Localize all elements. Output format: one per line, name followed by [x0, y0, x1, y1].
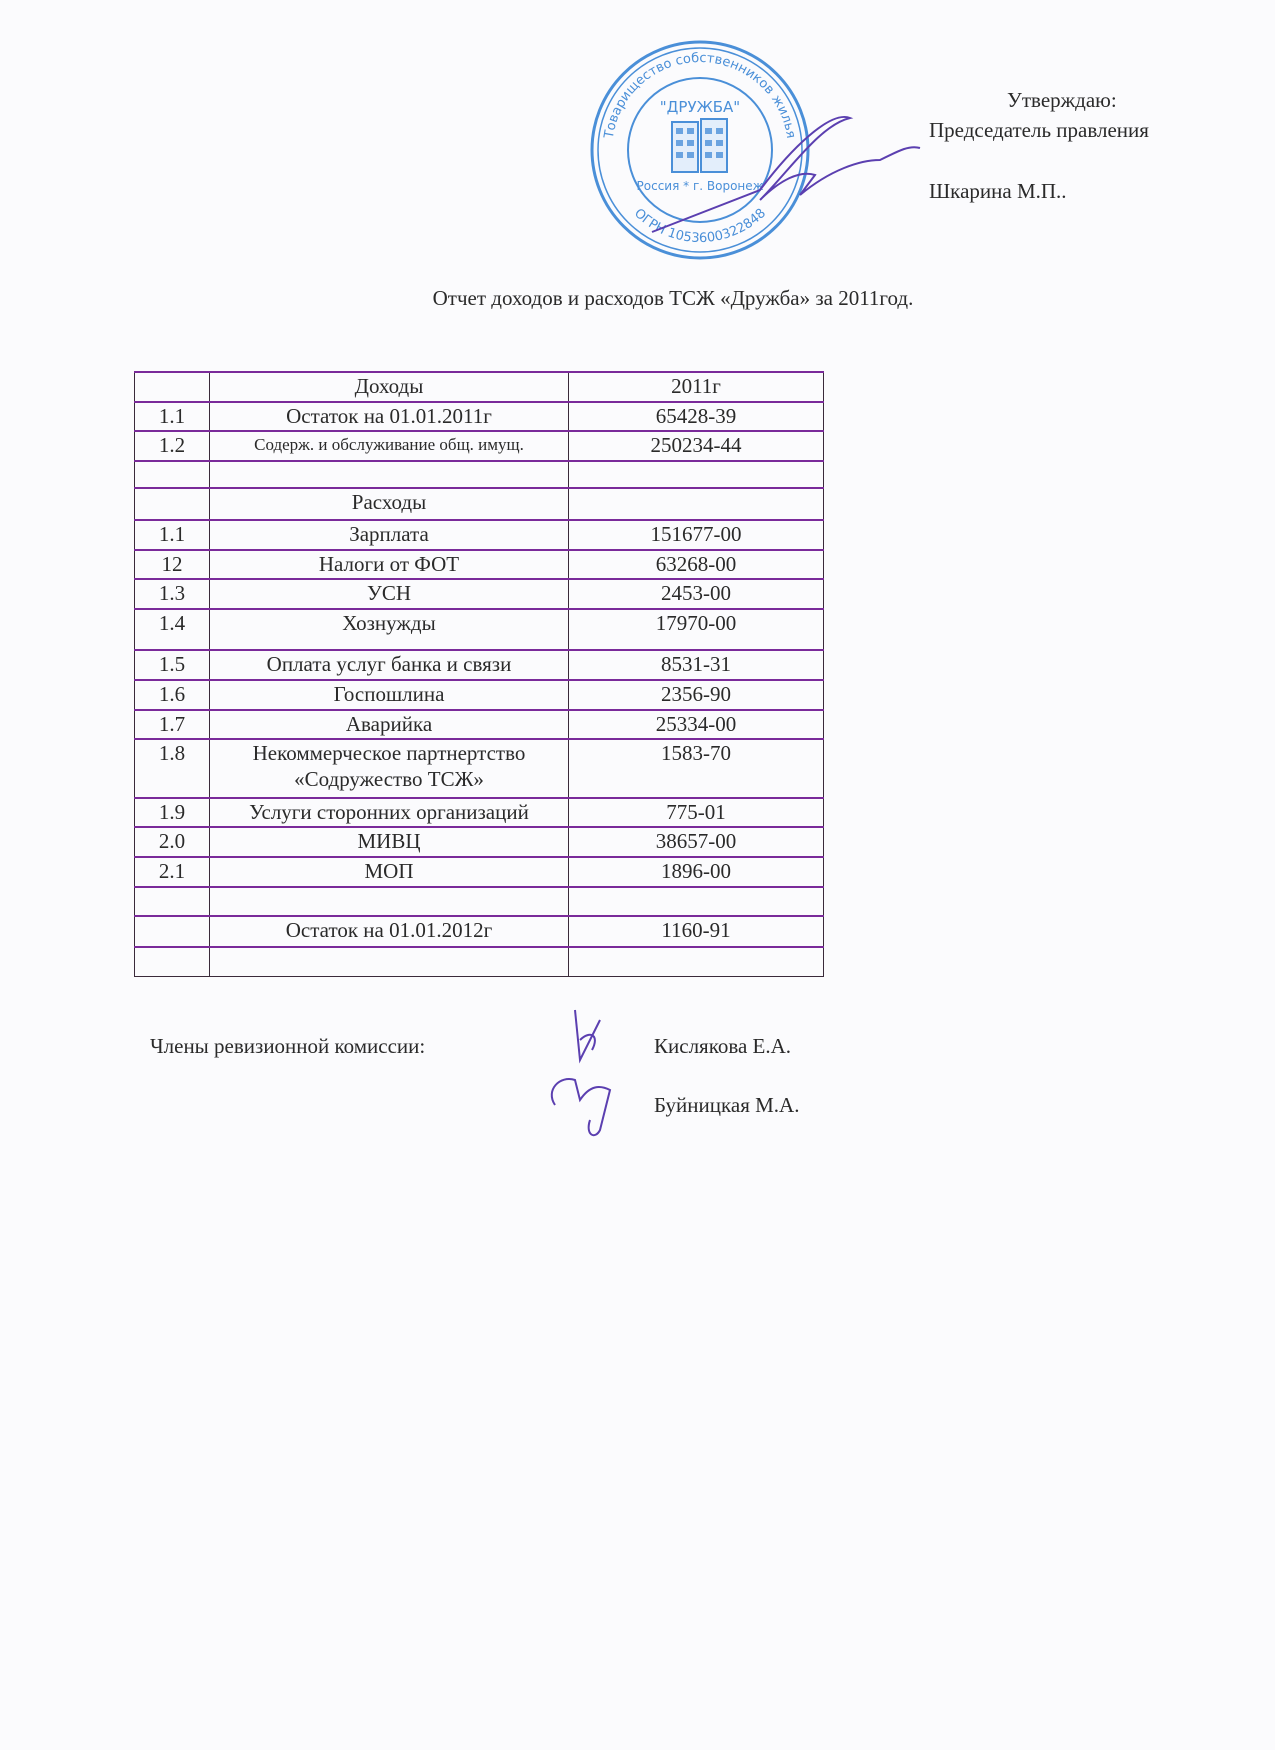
table-row: [135, 680, 824, 710]
table-row: [135, 739, 824, 798]
row-label-cell: УСН: [210, 579, 569, 609]
row-value-cell: 2011г: [569, 372, 824, 402]
row-label-cell: МИВЦ: [210, 827, 569, 857]
row-value-cell: 25334-00: [569, 710, 824, 739]
row-value-cell: [569, 887, 824, 916]
row-value-cell: 2453-00: [569, 579, 824, 609]
row-label-cell: [210, 461, 569, 488]
stamp-location: Россия * г. Воронеж: [636, 179, 764, 193]
row-value-cell: 151677-00: [569, 520, 824, 550]
row-number-cell: [135, 916, 210, 947]
row-number-cell: [135, 488, 210, 520]
row-label-cell: Остаток на 01.01.2011г: [210, 402, 569, 431]
row-value-cell: 8531-31: [569, 650, 824, 680]
row-number-cell: 1.5: [135, 650, 210, 680]
row-label-cell: Хознужды: [210, 609, 569, 650]
commission-member-2: Буйницкая М.А.: [654, 1093, 800, 1117]
table-row: [135, 827, 824, 857]
row-value-cell: 38657-00: [569, 827, 824, 857]
row-number-cell: 2.1: [135, 857, 210, 887]
row-number-cell: 1.4: [135, 609, 210, 650]
row-number-cell: [135, 372, 210, 402]
row-value-cell: 1896-00: [569, 857, 824, 887]
row-label-cell: МОП: [210, 857, 569, 887]
row-number-cell: 1.3: [135, 579, 210, 609]
table-row: [135, 550, 824, 579]
approval-name: Шкарина М.П..: [929, 179, 1067, 203]
table-row: [135, 488, 824, 520]
stamp-name: "ДРУЖБА": [659, 98, 741, 116]
row-value-cell: 2356-90: [569, 680, 824, 710]
row-number-cell: 1.9: [135, 798, 210, 827]
row-label-cell: Аварийка: [210, 710, 569, 739]
table-row: [135, 372, 824, 402]
chairman-signature: [0, 0, 1275, 300]
row-value-cell: 775-01: [569, 798, 824, 827]
row-number-cell: 1.1: [135, 520, 210, 550]
row-number-cell: 12: [135, 550, 210, 579]
commission-signatures: [0, 990, 1275, 1150]
row-label-cell: [210, 947, 569, 976]
row-label-cell: Оплата услуг банка и связи: [210, 650, 569, 680]
stamp-ogrn: ОГРН 1053600322848: [630, 205, 770, 247]
row-value-cell: 65428-39: [569, 402, 824, 431]
row-label-cell: Госпошлина: [210, 680, 569, 710]
table-row: [135, 402, 824, 431]
row-number-cell: [135, 461, 210, 488]
row-label-cell: [210, 887, 569, 916]
row-label-cell: Остаток на 01.01.2012г: [210, 916, 569, 947]
table-row: [135, 798, 824, 827]
table-row: [135, 431, 824, 461]
row-number-cell: [135, 887, 210, 916]
table-row: [135, 579, 824, 609]
row-value-cell: 63268-00: [569, 550, 824, 579]
table-row: [135, 650, 824, 680]
table-row: [135, 461, 824, 488]
commission-member-1: Кислякова Е.А.: [654, 1034, 792, 1058]
row-value-cell: 17970-00: [569, 609, 824, 650]
table-row: [135, 520, 824, 550]
row-number-cell: [135, 947, 210, 976]
row-label-cell: Зарплата: [210, 520, 569, 550]
row-number-cell: 1.2: [135, 431, 210, 461]
table-row: [135, 887, 824, 916]
row-label-cell: Некоммерческое партнертство «Содружество ТСЖ»: [210, 739, 569, 798]
document-title: Отчет доходов и расходов ТСЖ «Дружба» за 2011год.: [432, 286, 914, 310]
row-label-cell: Услуги сторонних организаций: [210, 798, 569, 827]
commission-label: Члены ревизионной комиссии:: [150, 1034, 426, 1058]
row-label-cell: Налоги от ФОТ: [210, 550, 569, 579]
table-row: [135, 916, 824, 947]
approval-line-1: Утверждаю:: [1007, 88, 1117, 112]
row-number-cell: 1.8: [135, 739, 210, 798]
row-number-cell: 1.7: [135, 710, 210, 739]
row-label-cell: Содерж. и обслуживание общ. имущ.: [210, 431, 569, 461]
table-row: [135, 947, 824, 976]
table-row: [135, 857, 824, 887]
row-label-cell: Доходы: [210, 372, 569, 402]
row-number-cell: 1.6: [135, 680, 210, 710]
stamp-outer-text: Товарищество собственников жилья: [601, 50, 799, 140]
row-value-cell: 1160-91: [569, 916, 824, 947]
approval-position: Председатель правления: [929, 118, 1149, 142]
row-value-cell: [569, 947, 824, 976]
row-label-cell: Расходы: [210, 488, 569, 520]
row-value-cell: [569, 488, 824, 520]
table-row: [135, 710, 824, 739]
row-value-cell: 1583-70: [569, 739, 824, 798]
row-number-cell: 1.1: [135, 402, 210, 431]
table-row: [135, 609, 824, 650]
row-value-cell: 250234-44: [569, 431, 824, 461]
row-number-cell: 2.0: [135, 827, 210, 857]
row-value-cell: [569, 461, 824, 488]
income-expense-table: [134, 371, 824, 977]
